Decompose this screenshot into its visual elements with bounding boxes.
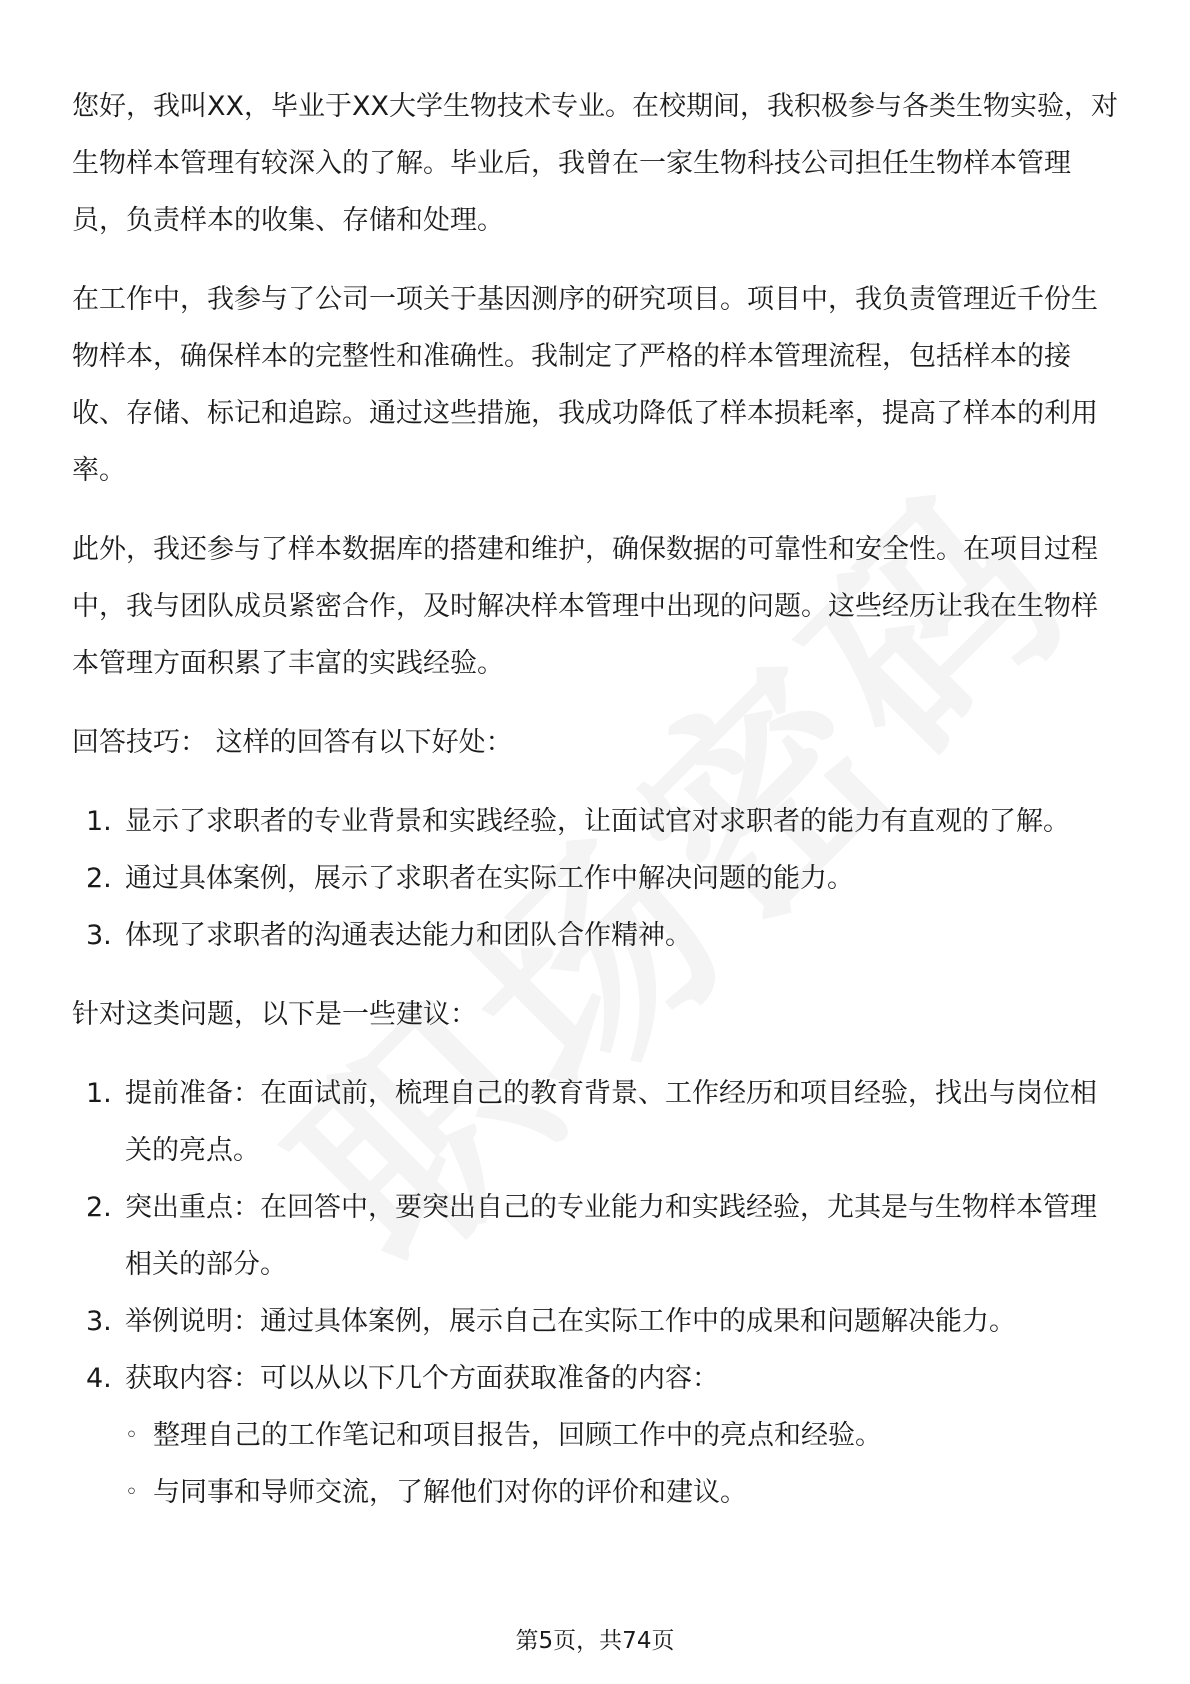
- sub-bullet-text: 整理自己的工作笔记和项目报告，回顾工作中的亮点和经验。: [153, 1420, 882, 1451]
- bullet-icon: ◦: [125, 1480, 138, 1505]
- document-body: [72, 78, 1122, 1543]
- list-number: 2.: [86, 863, 112, 894]
- list-item: [72, 1293, 1122, 1350]
- list-item: [72, 907, 1122, 964]
- list-item: [72, 1065, 1122, 1179]
- sub-bullet-text: 与同事和导师交流，了解他们对你的评价和建议。: [153, 1477, 747, 1508]
- sub-bullet-item: [125, 1464, 1122, 1521]
- list-item: [72, 1350, 1122, 1521]
- page-footer: 第5页，共74页: [515, 1628, 675, 1654]
- list-item-text: 体现了求职者的沟通表达能力和团队合作精神。: [125, 920, 692, 951]
- list-item-text: 获取内容：可以从以下几个方面获取准备的内容：: [125, 1363, 719, 1394]
- paragraph-extra: 此外，我还参与了样本数据库的搭建和维护，确保数据的可靠性和安全性。在项目过程中，我与团队成员紧密合作，及时解决样本管理中出现的问题。这些经历让我在生物样本管理方面积累了丰富的实践经验。: [72, 534, 1098, 679]
- list-number: 1.: [86, 1078, 112, 1109]
- list-number: 4.: [86, 1363, 112, 1394]
- list-item-text: 提前准备：在面试前，梳理自己的教育背景、工作经历和项目经验，找出与岗位相关的亮点。: [125, 1078, 1097, 1166]
- list-number: 3.: [86, 920, 112, 951]
- bullet-icon: ◦: [125, 1423, 138, 1448]
- list-item-text: 突出重点：在回答中，要突出自己的专业能力和实践经验，尤其是与生物样本管理相关的部分。: [125, 1192, 1097, 1280]
- list-item-text: 显示了求职者的专业背景和实践经验，让面试官对求职者的能力有直观的了解。: [125, 806, 1070, 837]
- paragraph-work: 在工作中，我参与了公司一项关于基因测序的研究项目。项目中，我负责管理近千份生物样本，确保样本的完整性和准确性。我制定了严格的样本管理流程，包括样本的接收、存储、标记和追踪。通过这些措施，我成功降低了样本损耗率，提高了样本的利用率。: [72, 284, 1098, 486]
- list-number: 1.: [86, 806, 112, 837]
- sub-bullet-item: [125, 1407, 1122, 1464]
- list-number: 2.: [86, 1192, 112, 1223]
- tips-list: [72, 793, 1122, 964]
- list-number: 3.: [86, 1306, 112, 1337]
- list-item: [72, 793, 1122, 850]
- list-item: [72, 850, 1122, 907]
- paragraph-intro: 您好，我叫XX，毕业于XX大学生物技术专业。在校期间，我积极参与各类生物实验，对生物样本管理有较深入的了解。毕业后，我曾在一家生物科技公司担任生物样本管理员，负责样本的收集、存储和处理。: [72, 91, 1118, 236]
- tips-heading: 回答技巧： 这样的回答有以下好处：: [72, 727, 513, 758]
- list-item: [72, 1179, 1122, 1293]
- sub-bullet-list: [125, 1407, 1122, 1521]
- advice-list: [72, 1065, 1122, 1521]
- list-item-text: 通过具体案例，展示了求职者在实际工作中解决问题的能力。: [125, 863, 854, 894]
- list-item-text: 举例说明：通过具体案例，展示自己在实际工作中的成果和问题解决能力。: [125, 1306, 1016, 1337]
- advice-heading: 针对这类问题，以下是一些建议：: [72, 999, 477, 1030]
